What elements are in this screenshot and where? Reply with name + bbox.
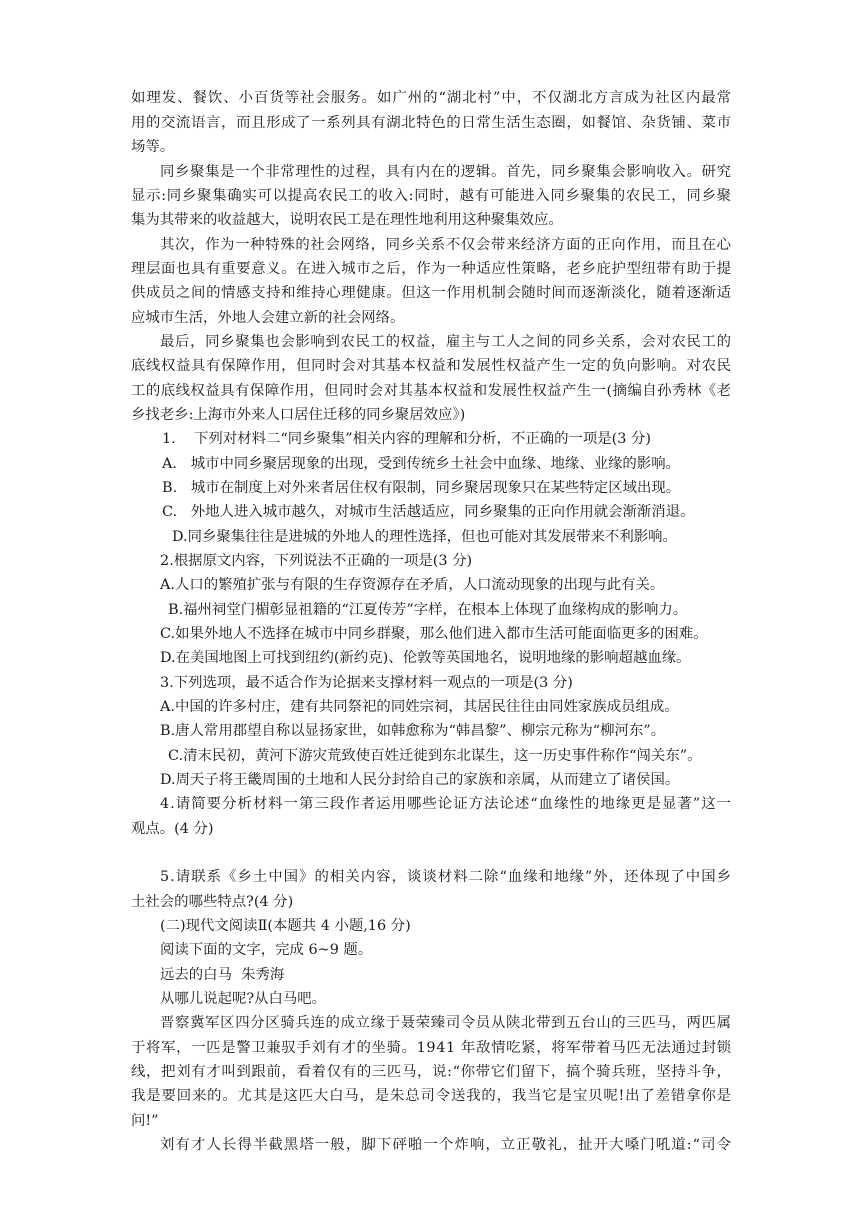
text-line: 显示:同乡聚集确实可以提高农民工的收入:同时，越有可能进入同乡聚集的农民工，同乡聚 — [131, 188, 732, 204]
text-line: C. 外地人进入城市越久，对城市生活越适应，同乡聚集的正向作用就会渐渐消退。 — [162, 504, 695, 520]
text-line: D.周天子将王畿周围的土地和人民分封给自己的家族和亲属，从而建立了诸侯国。 — [160, 772, 680, 788]
text-line: 晋察冀军区四分区骑兵连的成立缘于聂荣臻司令员从陕北带到五台山的三匹马，两匹属 — [160, 1015, 732, 1031]
text-line: 土社会的哪些特点?(4 分) — [131, 894, 294, 910]
text-line: 同乡聚集是一个非常理性的过程，具有内在的逻辑。首先，同乡聚集会影响收入。研究 — [160, 164, 732, 180]
text-line: 应城市生活，外地人会建立新的社会网络。 — [131, 310, 405, 326]
text-line: 阅读下面的文字，完成 6~9 题。 — [160, 942, 373, 958]
text-line: 5.请联系《乡土中国》的相关内容，谈谈材料二除“血缘和地缘”外，还体现了中国乡 — [160, 869, 733, 885]
text-line: 从哪儿说起呢?从白马吧。 — [160, 991, 327, 1007]
text-line: C.如果外地人不选择在城市中同乡群聚，那么他们进入都市生活可能面临更多的困难。 — [160, 626, 708, 642]
text-line: B.福州祠堂门楣彰显祖籍的“江夏传芳”字样，在根本上体现了血缘构成的影响力。 — [168, 602, 688, 618]
text-line: 乡找老乡:上海市外来人口居住迁移的同乡聚居效应》) — [131, 407, 466, 423]
text-line: (二)现代文阅读Ⅱ(本题共 4 小题,16 分) — [160, 918, 411, 934]
text-line: C.清末民初，黄河下游灾荒致使百姓迁徙到东北谋生，这一历史事件称作“闯关东”。 — [168, 748, 702, 764]
text-line: A.人口的繁殖扩张与有限的生存资源存在矛盾，人口流动现象的出现与此有关。 — [160, 577, 665, 593]
text-line: B. 城市在制度上对外来者居住权有限制，同乡聚居现象只在某些特定区域出现。 — [162, 480, 681, 496]
text-line: 集为其带来的收益越大，说明农民工是在理性地利用这种聚集效应。 — [131, 212, 563, 228]
text-line: 其次，作为一种特殊的社会网络，同乡关系不仅会带来经济方面的正向作用，而且在心 — [160, 237, 732, 253]
text-line: D.在美国地图上可找到纽约(新约克)、伦敦等英国地名，说明地缘的影响超越血缘。 — [160, 650, 691, 666]
text-line: 供成员之间的情感支持和维持心理健康。但这一作用机制会随时间而逐渐淡化，随着逐渐适 — [131, 285, 732, 301]
text-line: 工的底线权益具有保障作用，但同时会对其基本权益和发展性权益产生一(摘编自孙秀林《老 — [131, 383, 732, 399]
text-line: 观点。(4 分) — [131, 821, 214, 837]
text-line: 理层面也具有重要意义。在进入城市之后，作为一种适应性策略，老乡庇护型纽带有助于提 — [131, 261, 732, 277]
text-line: 线，把刘有才叫到跟前，看着仅有的三匹马，说:“你带它们留下，搞个骑兵班，坚持斗争， — [131, 1064, 732, 1080]
text-line: A. 城市中同乡聚居现象的出现，受到传统乡土社会中血缘、地缘、业缘的影响。 — [162, 456, 680, 472]
text-line: 刘有才人长得半截黑塔一般，脚下砰啪一个炸响，立正敬礼，扯开大嗓门吼道:“司令 — [160, 1137, 733, 1153]
text-line: D.同乡聚集往往是进城的外地人的理性选择，但也可能对其发展带来不利影响。 — [172, 529, 677, 545]
text-line: 1. 下列对材料二“同乡聚集”相关内容的理解和分析，不正确的一项是(3 分) — [162, 431, 652, 447]
text-line: 我是要回来的。尤其是这匹大白马，是朱总司令送我的，我当它是宝贝呢!出了差错拿你是 — [131, 1088, 732, 1104]
text-line: B.唐人常用郡望自称以显扬家世，如韩愈称为“韩昌黎”、柳宗元称为“柳河东”。 — [160, 723, 666, 739]
text-line: 3.下列选项，最不适合作为论据来支撑材料一观点的一项是(3 分) — [160, 675, 573, 691]
text-line: 底线权益具有保障作用，但同时会对其基本权益和发展性权益产生一定的负向影响。对农民 — [131, 358, 732, 374]
text-line: 2.根据原文内容，下列说法不正确的一项是(3 分) — [160, 553, 473, 569]
text-line: 如理发、餐饮、小百货等社会服务。如广州的“湖北村”中，不仅湖北方言成为社区内最常 — [131, 90, 732, 106]
text-line: 于将军，一匹是警卫兼驭手刘有才的坐骑。1941 年敌情吃紧，将军带着马匹无法通过封锁 — [131, 1040, 732, 1056]
text-line: 4.请简要分析材料一第三段作者运用哪些论证方法论述“血缘性的地缘更是显著”这一 — [160, 796, 733, 812]
text-line: 用的交流语言，而且形成了一系列具有湖北特色的日常生活生态圈，如餐馆、杂货铺、菜市 — [131, 115, 732, 131]
text-line: 最后，同乡聚集也会影响到农民工的权益，雇主与工人之间的同乡关系，会对农民工的 — [160, 334, 732, 350]
text-line: A.中国的许多村庄，建有共同祭祀的同姓宗祠，其居民往往由同姓家族成员组成。 — [160, 699, 679, 715]
text-line: 场等。 — [131, 139, 175, 155]
text-line: 问!” — [131, 1113, 159, 1129]
text-line: 远去的白马 朱秀海 — [160, 967, 285, 983]
